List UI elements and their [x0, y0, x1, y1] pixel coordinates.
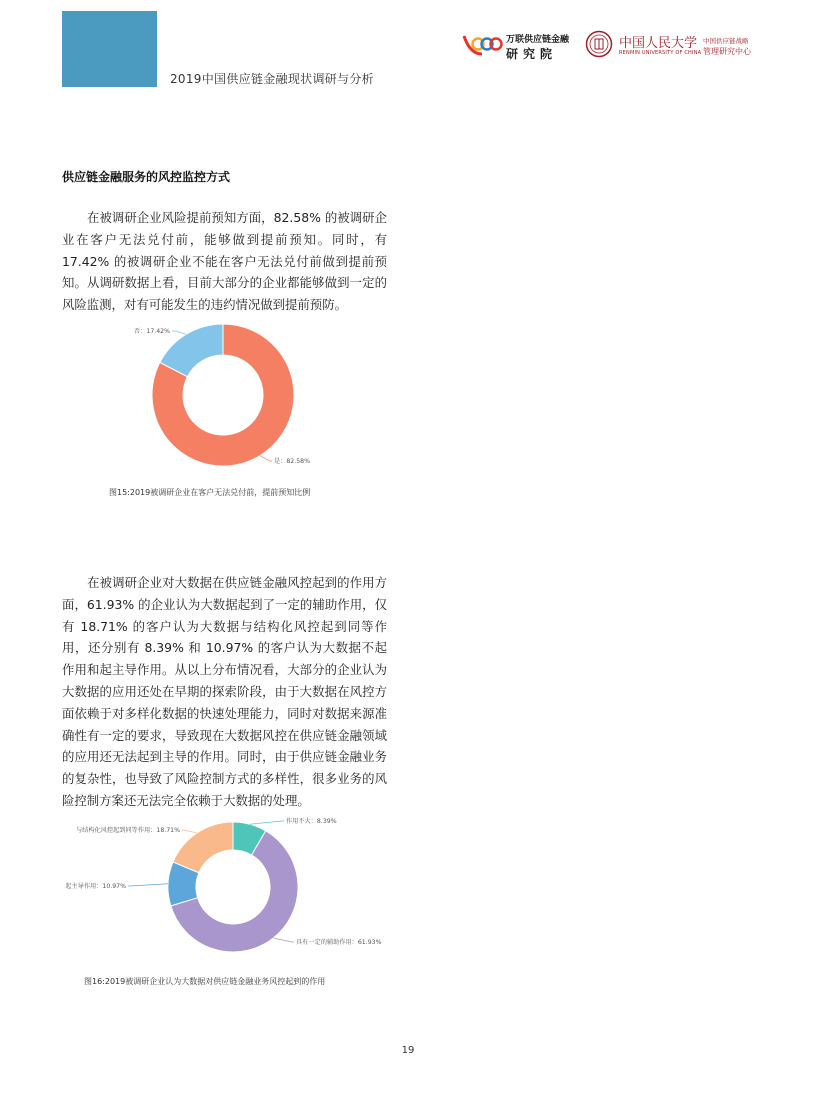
- chart-bigdata-role-donut: [60, 812, 400, 962]
- paragraph-1-text: 在被调研企业风险提前预知方面，82.58% 的被调研企业在客户无法兑付前，能够做到提前预知。同时，有17.42% 的被调研企业不能在客户无法兑付前做到提前预知。从调研数据上看，目前大部分的企业都能够做到一定的风险监测，对有可能发生的违约情况做到提前预防。: [62, 210, 387, 313]
- slice-label-2: 否：17.42%: [134, 328, 170, 335]
- paragraph-2-text: 在被调研企业对大数据在供应链金融风控起到的作用方面，61.93% 的企业认为大数据起到了一定的辅助作用，仅有 18.71% 的客户认为大数据与结构化风控起到同等作用，还分别有 8.39% 和 10.97% 的客户认为大数据不起作用和起主导作用。从以上分布情况看，大部分的企业认为大数据的应用还处在早期的探索阶段，由于大数据在风控方面依赖于对多样化数据的快速处理能力，同时对数据来源准确性有一定的要求，导致现在大数据风控在供应链金融领域的应用还无法起到主导的作用。同时，由于供应链金融业务的复杂性，也导致了风险控制方式的多样性，很多业务的风险控制方案还无法完全依赖于大数据的处理。: [62, 575, 387, 808]
- paragraph-2: [62, 572, 387, 812]
- figure-15-caption: 图15:2019被调研企业在客户无法兑付前，提前预知比例: [109, 488, 311, 497]
- chart-prediction-donut: [100, 318, 360, 478]
- page-number: 19: [401, 1045, 415, 1056]
- slice-label-4: 与结构化风控起到同等作用：18.71%: [75, 827, 180, 834]
- figure-16-caption: 图16:2019被调研企业认为大数据对供应链金融业务风控起到的作用: [84, 977, 326, 986]
- leader-line-1: [250, 821, 284, 824]
- paragraph-1: [62, 207, 387, 316]
- wanlian-logo-mark: [462, 30, 504, 60]
- leader-line-4: [182, 830, 197, 833]
- wanlian-logo: [462, 28, 582, 62]
- leader-line-1: [260, 456, 272, 461]
- section-heading: 供应链金融服务的风控监控方式: [62, 170, 231, 184]
- header-color-block: [62, 11, 157, 87]
- slice-4: [173, 822, 233, 873]
- research-center-line1: 中国供应链战略: [703, 37, 749, 45]
- slice-label-3: 起主导作用：10.97%: [65, 883, 126, 890]
- research-center-logo: [703, 36, 763, 57]
- leader-line-2: [172, 331, 186, 334]
- wanlian-logo-line1: 万联供应链金融: [506, 35, 570, 45]
- renmin-university-name: 中国人民大学: [619, 36, 698, 51]
- wanlian-logo-line2: 研究院: [506, 47, 558, 61]
- report-title: 2019中国供应链金融现状调研与分析: [170, 72, 374, 86]
- research-center-line2: 管理研究中心: [703, 47, 751, 56]
- renmin-university-subtitle: RENMIN UNIVERSITY OF CHINA: [619, 50, 702, 56]
- renmin-seal-icon: [585, 30, 613, 58]
- slice-label-2: 具有一定的辅助作用：61.93%: [296, 939, 382, 946]
- renmin-university-logo: [585, 28, 702, 62]
- leader-line-3: [128, 884, 168, 886]
- slice-label-1: 作用不大：8.39%: [286, 818, 337, 825]
- leader-line-2: [273, 938, 294, 942]
- slice-label-1: 是：82.58%: [274, 458, 310, 465]
